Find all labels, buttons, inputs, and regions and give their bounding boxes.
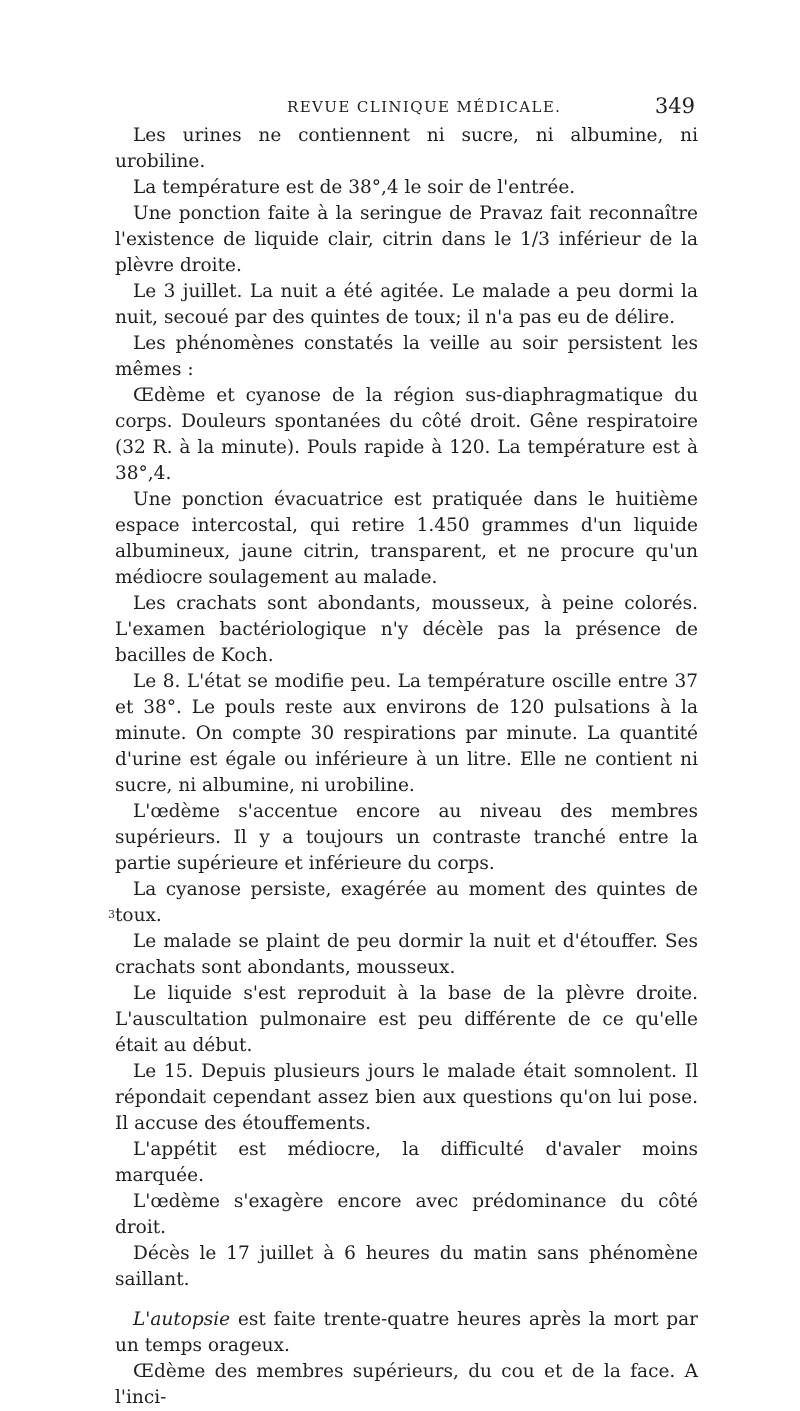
paragraph-oedeme-accentue: L'œdème s'accentue encore au niveau des membres supérieurs. Il y a toujours un contraste tranché entre la partie supérieure et inférieure du corps. — [115, 801, 698, 874]
paragraph-appetit: L'appétit est médiocre, la difficulté d'avaler moins marquée. — [115, 1139, 698, 1186]
paragraph-oedeme-membres: Œdème des membres supérieurs, du cou et de la face. A l'inci- — [115, 1361, 698, 1408]
paragraph-le-15: Le 15. Depuis plusieurs jours le malade était somnolent. Il répondait cependant assez bien aux questions qu'on lui pose. Il accuse des étouffements. — [115, 1061, 698, 1134]
paragraph-urines: Les urines ne contiennent ni sucre, ni albumine, ni urobiline. — [115, 125, 698, 172]
body-text — [115, 123, 698, 1411]
paragraph-le-8: Le 8. L'état se modifie peu. La température oscille entre 37 et 38°. Le pouls reste aux environs de 120 pulsations à la minute. On compte 30 respirations par minute. La quantité d'urine est égale ou inférieure à un litre. Elle ne contient ni sucre, ni albumine, ni urobiline. — [115, 671, 698, 796]
paragraph-deces: Décès le 17 juillet à 6 heures du matin sans phénomène saillant. — [115, 1243, 698, 1290]
paragraph-ponction-pravaz: Une ponction faite à la seringue de Pravaz fait reconnaître l'existence de liquide clair, citrin dans le 1/3 inférieur de la plèvre droite. — [115, 203, 698, 276]
paragraph-crachats: Les crachats sont abondants, mousseux, à peine colorés. L'examen bactériologique n'y décèle pas la présence de bacilles de Koch. — [115, 593, 698, 666]
paragraph-cyanose-persiste: La cyanose persiste, exagérée au moment des quintes de toux. — [115, 879, 698, 926]
paragraph-phenomenes: Les phénomènes constatés la veille au soir persistent les mêmes : — [115, 333, 698, 380]
autopsy-lead: L'autopsie — [133, 1309, 231, 1330]
paragraph-plainte: Le malade se plaint de peu dormir la nuit et d'étouffer. Ses crachats sont abondants, mousseux. — [115, 931, 698, 978]
paragraph-3-juillet: Le 3 juillet. La nuit a été agitée. Le malade a peu dormi la nuit, secoué par des quintes de toux; il n'a pas eu de délire. — [115, 281, 698, 328]
paragraph-ponction-evacuatrice: Une ponction évacuatrice est pratiquée dans le huitième espace intercostal, qui retire 1.450 grammes d'un liquide albumineux, jaune citrin, transparent, et ne procure qu'un médiocre soulagement au malade. — [115, 489, 698, 588]
paragraph-temperature: La température est de 38°,4 le soir de l'entrée. — [133, 177, 576, 198]
margin-mark: 3 — [108, 908, 115, 921]
paragraph-oedeme-exagere: L'œdème s'exagère encore avec prédominance du côté droit. — [115, 1191, 698, 1238]
autopsy-rest: est faite trente-quatre heures après la mort par un temps orageux. — [115, 1309, 698, 1356]
paragraph-oedeme-cyanose: Œdème et cyanose de la région sus-diaphragmatique du corps. Douleurs spontanées du côté droit. Gêne respiratoire (32 R. à la minute). Pouls rapide à 120. La température est à 38°,4. — [115, 385, 698, 484]
page-number: 349 — [654, 94, 695, 118]
running-title: REVUE CLINIQUE MÉDICALE. — [287, 98, 562, 116]
running-head — [115, 94, 695, 126]
paragraph-autopsie — [115, 1307, 698, 1359]
paragraph-liquide: Le liquide s'est reproduit à la base de la plèvre droite. L'auscultation pulmonaire est peu différente de ce qu'elle était au début. — [115, 983, 698, 1056]
